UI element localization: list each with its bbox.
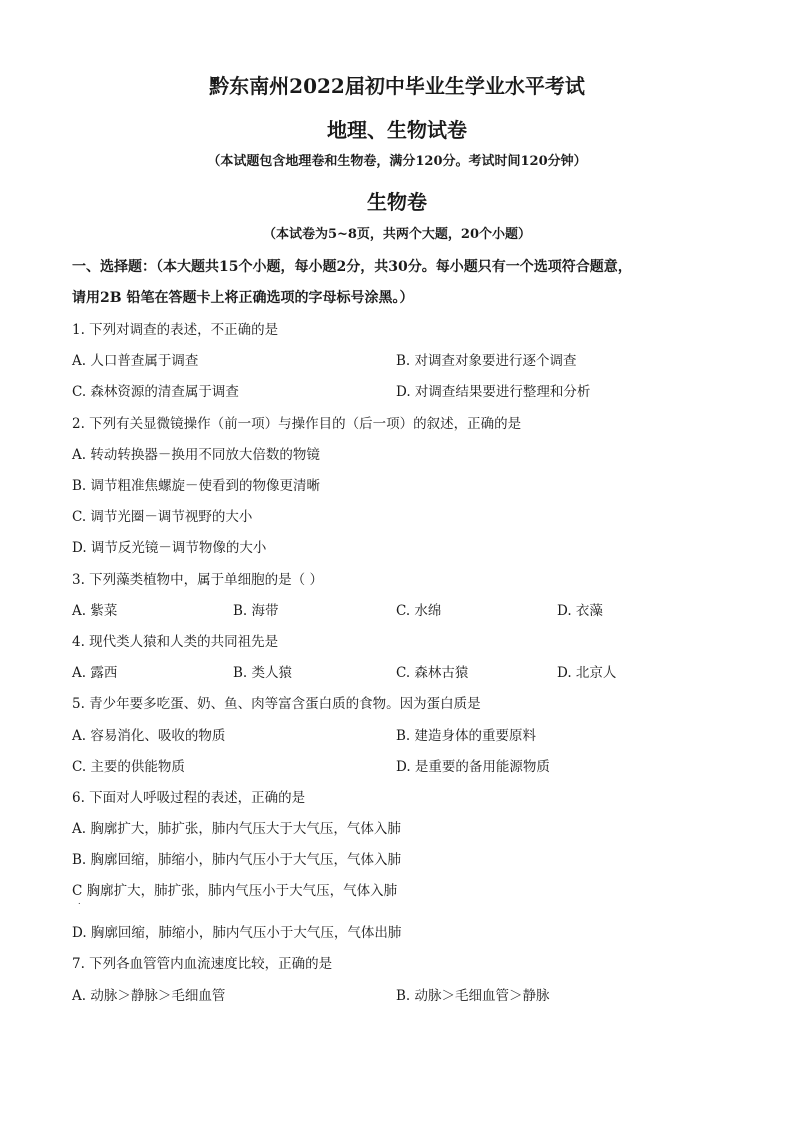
option-c: C. 主要的供能物质	[72, 759, 185, 775]
option-c: C. 森林资源的清查属于调查	[72, 384, 239, 400]
exam-note: （本试题包含地理卷和生物卷，满分120分。考试时间120分钟）	[207, 154, 587, 169]
question-stem: 7. 下列各血管管内血流速度比较，正确的是	[72, 956, 333, 972]
exam-title: 黔东南州2022届初中毕业生学业水平考试	[209, 74, 585, 98]
option-a: A. 动脉＞静脉＞毛细血管	[72, 988, 226, 1004]
option-d: D. 北京人	[557, 665, 617, 681]
question-stem: 1. 下列对调查的表述，不正确的是	[72, 322, 279, 338]
part1-heading-line2: 请用2B 铅笔在答题卡上将正确选项的字母标号涂黑。）	[72, 290, 414, 306]
option-a: A. 胸廓扩大，肺扩张，肺内气压大于大气压，气体入肺	[72, 821, 401, 837]
question-stem: 4. 现代类人猿和人类的共同祖先是	[72, 634, 279, 650]
option-b: B. 动脉＞毛细血管＞静脉	[396, 988, 550, 1004]
option-a: A. 人口普查属于调查	[72, 353, 199, 369]
option-c: C 胸廓扩大，肺扩张，肺内气压小于大气压，气体入肺	[72, 883, 398, 899]
option-b: B. 类人猿	[233, 665, 293, 681]
part1-heading-line1: 一、选择题：（本大题共15个小题，每小题2分，共30分。每小题只有一个选项符合题意，	[72, 259, 632, 275]
option-c: C. 调节光圈－调节视野的大小	[72, 509, 253, 525]
option-b: B. 胸廓回缩，肺缩小，肺内气压小于大气压，气体入肺	[72, 852, 402, 868]
option-a: A. 露西	[72, 665, 118, 681]
option-c: C. 水绵	[396, 603, 442, 619]
section-note: （本试卷为5~8页，共两个大题，20个小题）	[262, 227, 532, 242]
option-c: C. 森林古猿	[396, 665, 469, 681]
option-d: D. 是重要的备用能源物质	[396, 759, 550, 775]
question-stem: 6. 下面对人呼吸过程的表述，正确的是	[72, 790, 306, 806]
option-b: B. 调节粗准焦螺旋－使看到的物像更清晰	[72, 478, 321, 494]
option-d: D. 衣藻	[557, 603, 603, 619]
option-b: B. 海带	[233, 603, 279, 619]
option-a: A. 容易消化、吸收的物质	[72, 728, 226, 744]
option-d: D. 胸廓回缩，肺缩小，肺内气压小于大气压，气体出肺	[72, 925, 402, 941]
option-a: A. 紫菜	[72, 603, 118, 619]
exam-subtitle: 地理、生物试卷	[327, 118, 467, 142]
option-d: D. 调节反光镜－调节物像的大小	[72, 540, 267, 556]
section-title: 生物卷	[367, 190, 427, 214]
question-stem: 3. 下列藻类植物中，属于单细胞的是（ ）	[72, 572, 323, 588]
question-stem: 2. 下列有关显微镜操作（前一项）与操作目的（后一项）的叙述，正确的是	[72, 416, 522, 432]
option-d: D. 对调查结果要进行整理和分析	[396, 384, 591, 400]
question-stem: 5. 青少年要多吃蛋、奶、鱼、肉等富含蛋白质的食物。因为蛋白质是	[72, 696, 481, 712]
option-a: A. 转动转换器－换用不同放大倍数的物镜	[72, 447, 320, 463]
option-b: B. 建造身体的重要原料	[396, 728, 537, 744]
option-b: B. 对调查对象要进行逐个调查	[396, 353, 577, 369]
stray-dot: .	[78, 897, 81, 906]
